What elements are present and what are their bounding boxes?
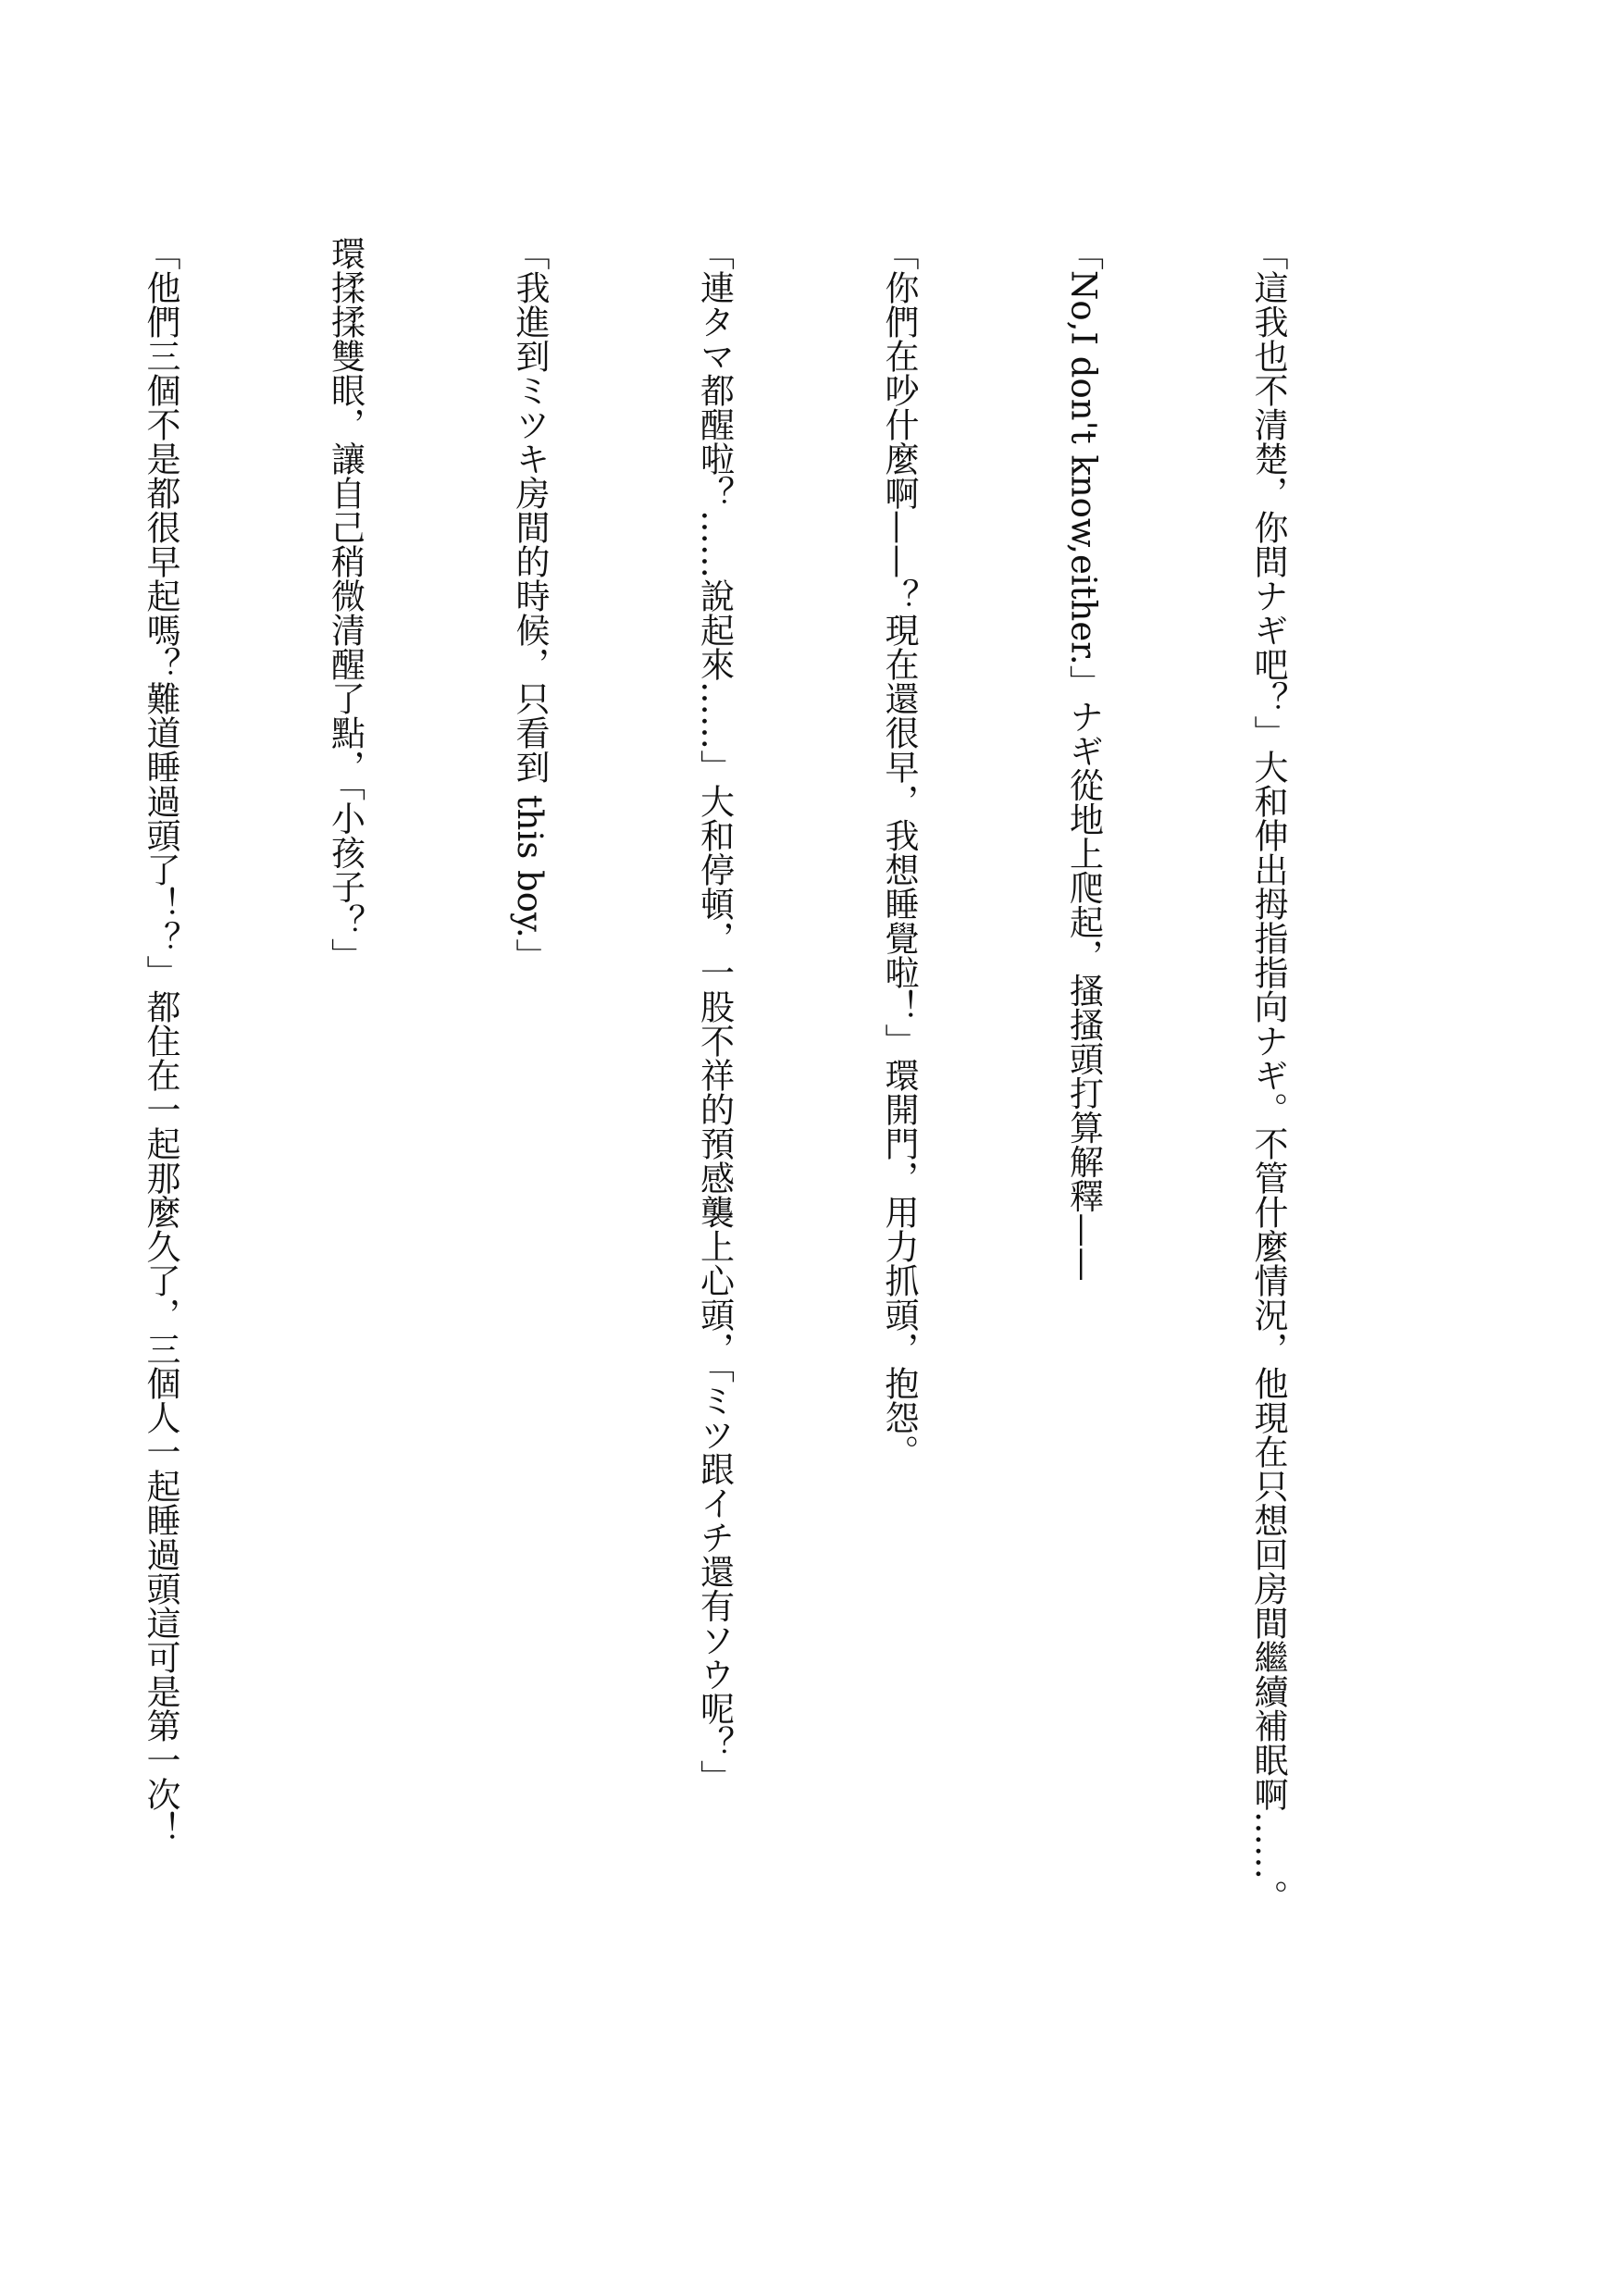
paragraph-line: 環揉揉雙眼，讓自己稍微清醒了點，「小孩子？」 <box>325 236 365 973</box>
paragraph-line <box>0 236 6 2078</box>
paragraph-line: 「他們三個不是都很早起嗎？難道睡過頭了！？」都住在一起那麼久了，三個人一起睡過頭這可是第一次！ <box>141 236 180 1845</box>
paragraph-line: 「No,I don't know,either.」ナギ從地上爬起，搔搔頭打算解釋—— <box>1063 236 1104 1282</box>
paragraph-line: 「這我也不清楚，你問ナギ吧？」大和伸出拇指指向ナギ。不管什麼情況，他現在只想回房間繼續補眠啊……。 <box>1248 236 1288 1914</box>
vertical-text-body <box>0 236 1421 2078</box>
paragraph-line: 「你們在吵什麼啊——？現在還很早，我想睡覺啦！」環開門，用力抓頭，抱怨。 <box>879 236 919 1469</box>
paragraph-line: 「連タマ都醒啦？……說起來……」大和停頓，一股不祥的預感襲上心頭，「ミツ跟イチ還有ソウ呢？」 <box>694 236 735 1794</box>
paragraph-line: 「我進到ミツキ房間的時候，只看到 this boy.」 <box>510 236 550 973</box>
